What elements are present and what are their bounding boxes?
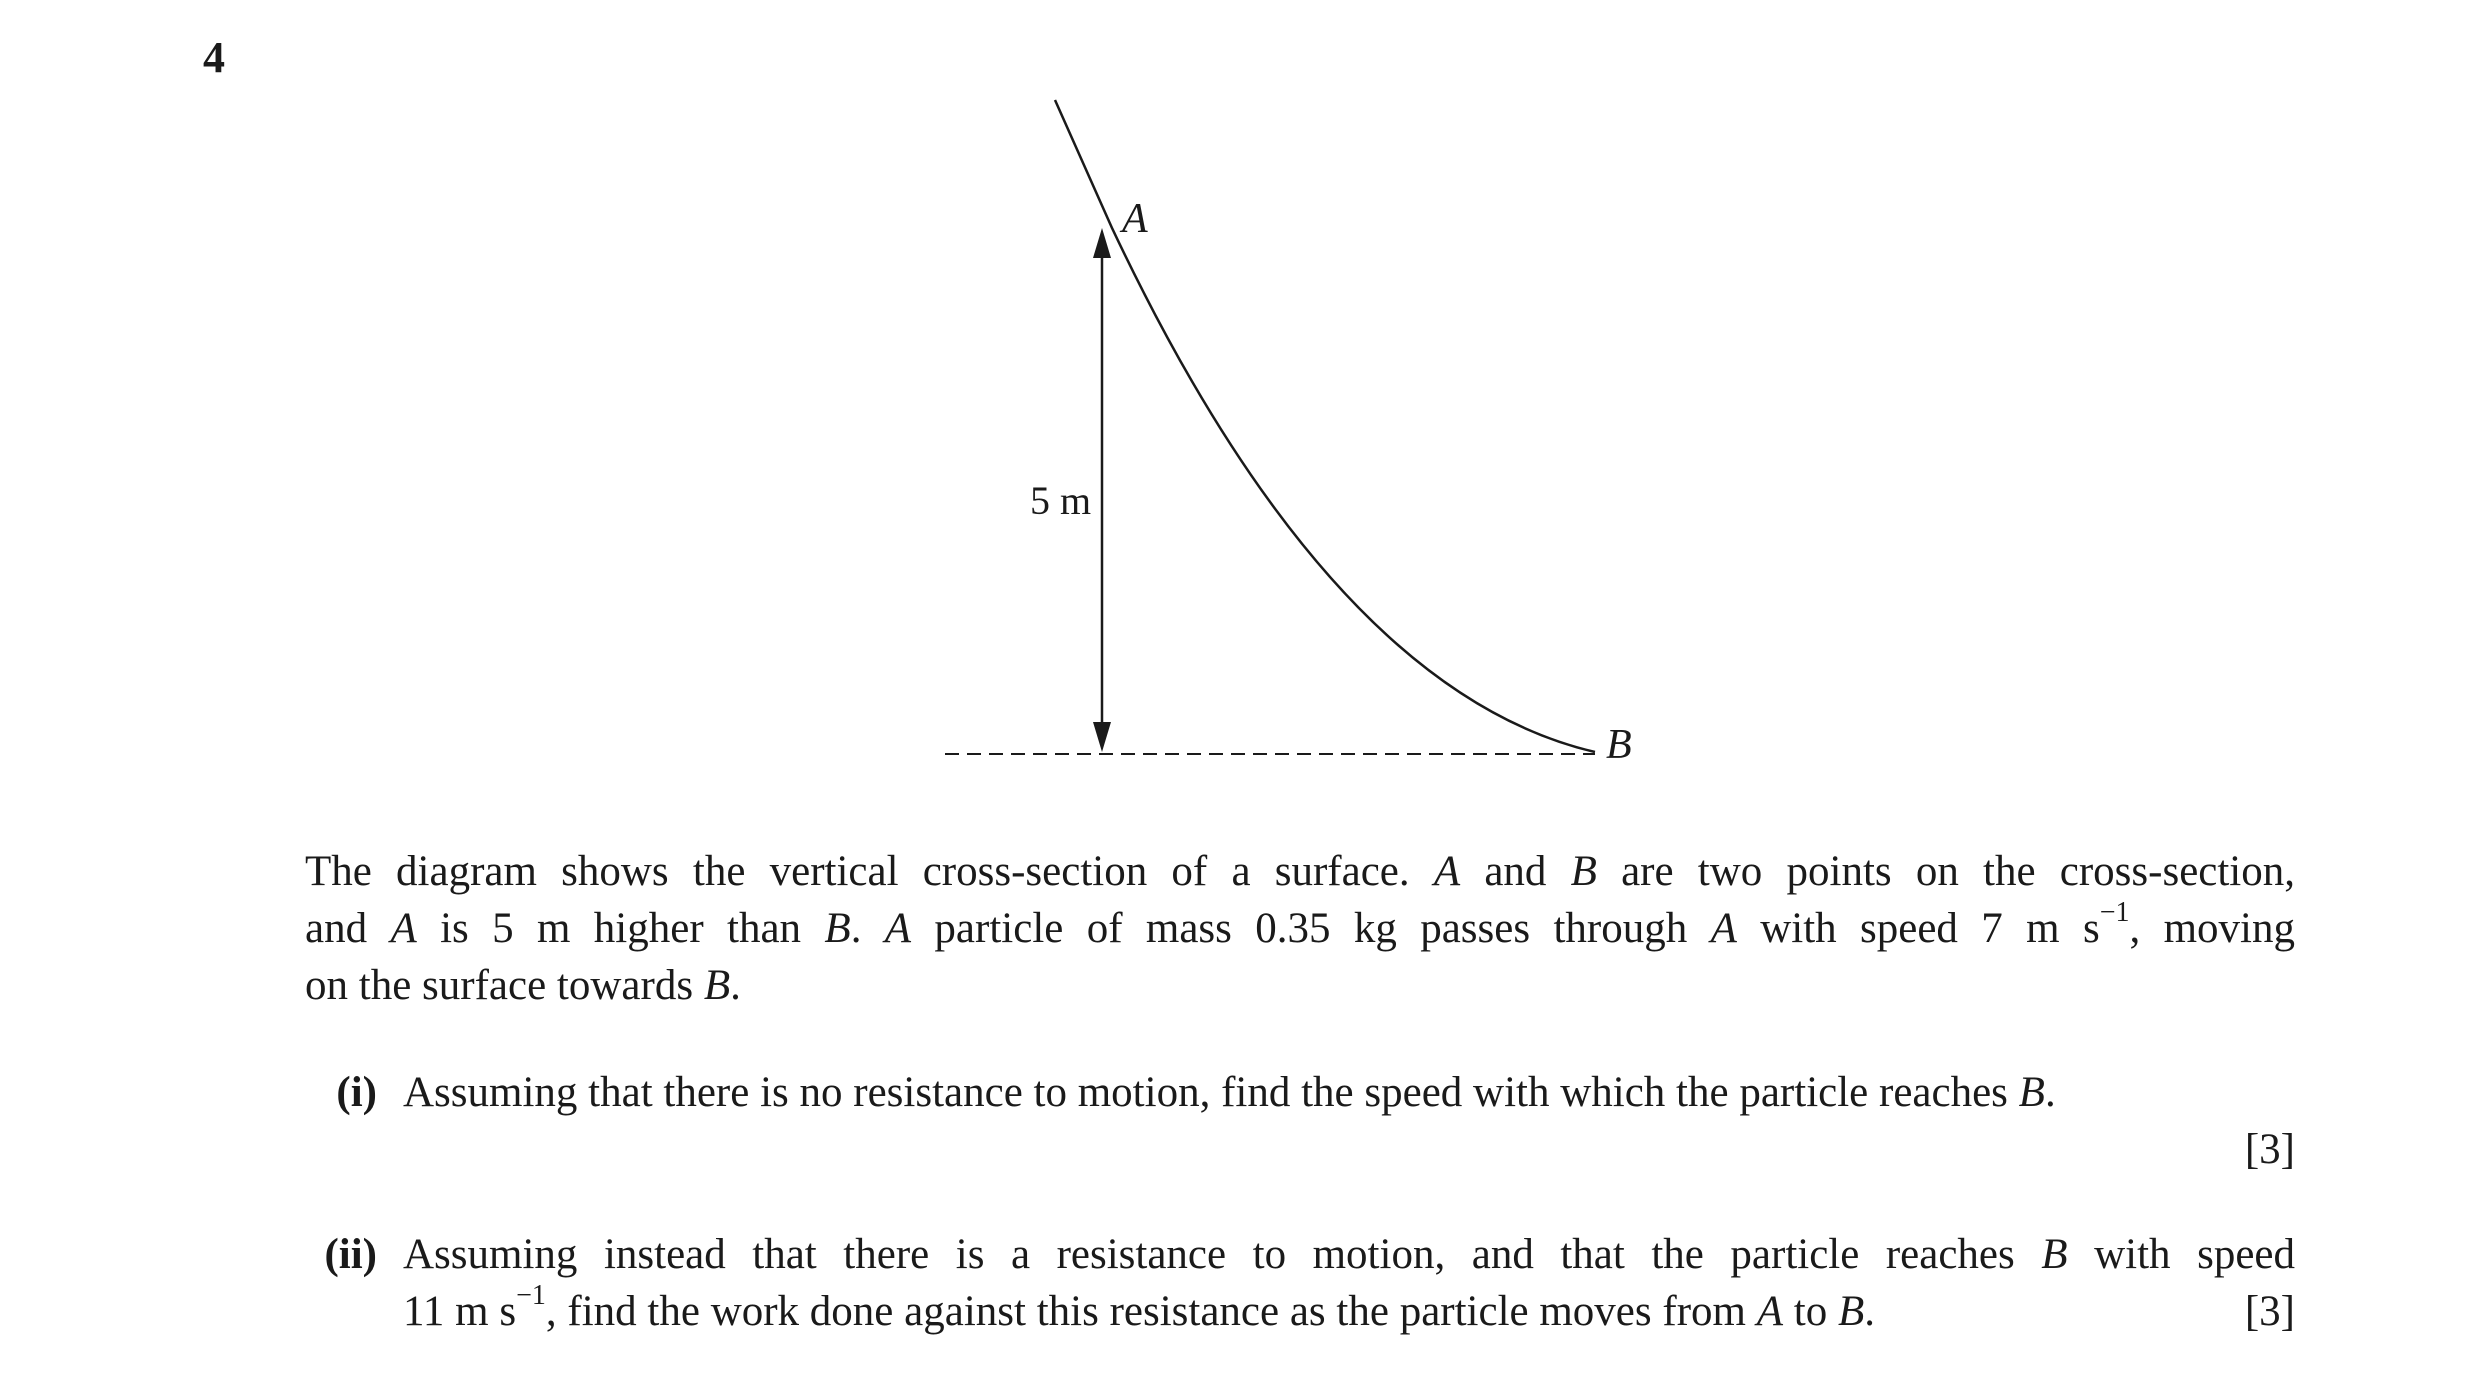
height-label: 5 m bbox=[1030, 478, 1092, 523]
part-i-label: (i) bbox=[336, 1069, 377, 1116]
intro-line-2: and A is 5 m higher than B. A particle of mass 0.35 kg passes through A with speed 7 m $s^{-1}$, moving bbox=[305, 896, 2295, 952]
part-ii-text-line-1: Assuming instead that there is a resistance to motion, and that the particle reaches B with speed bbox=[403, 1231, 2295, 1278]
part-ii-label: (ii) bbox=[324, 1231, 377, 1278]
arrow-head-down bbox=[1093, 722, 1111, 752]
point-b-label: B bbox=[1606, 722, 1632, 768]
part-i-text: Assuming that there is no resistance to motion, find the speed with which the particle reaches B. bbox=[403, 1069, 2056, 1116]
part-i-marks: [3] bbox=[2244, 1126, 2295, 1173]
point-a-label: A bbox=[1122, 196, 1148, 242]
intro-line-3: on the surface towards B. bbox=[305, 962, 741, 1009]
arrow-head-up bbox=[1093, 228, 1111, 258]
part-ii-text-line-2: 11 m $s^{-1}$, find the work done against this resistance as the particle moves from A to B. [3] bbox=[403, 1283, 2295, 1340]
question-number: 4 bbox=[203, 33, 225, 82]
question-intro bbox=[305, 843, 2295, 1014]
part-ii-marks: [3] bbox=[2244, 1288, 2295, 1335]
intro-line-1: The diagram shows the vertical cross-section of a surface. A and B are two points on the cross-section, bbox=[305, 848, 2296, 895]
